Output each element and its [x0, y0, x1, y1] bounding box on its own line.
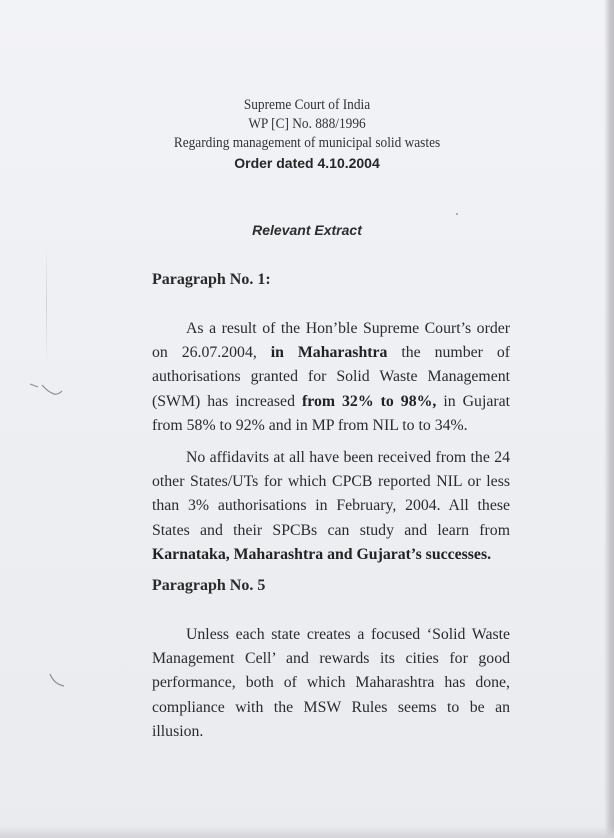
p5-text-body: Unless each state creates a focused ‘Solid Waste Management Cell’ and rewards its cities for good performance, both of which Maharashtra has done, compliance with the MSW Rules seems to be an illusion. [152, 626, 510, 740]
paragraph-1-text-1 [152, 317, 510, 438]
court-name: Supreme Court of India [243, 97, 371, 113]
paragraph-5-heading: Paragraph No. 5 [152, 577, 266, 594]
p1-text-part-e: in Gujarat from 58% to 92% and in MP from NIL to to 34%. [152, 392, 511, 434]
margin-tick-mark-2 [46, 670, 72, 690]
margin-tick-mark-1 [28, 378, 68, 396]
p1-text-bold-percent: from 32% to 98%, [301, 392, 437, 410]
scan-speck [456, 213, 458, 215]
paragraph-5-text [152, 623, 510, 744]
case-subject: Regarding management of municipal solid wastes [173, 135, 441, 151]
order-date: Order dated 4.10.2004 [234, 155, 380, 171]
p1-text2-bold-states: Karnataka, Maharashtra and Gujarat’s successes. [152, 545, 492, 563]
page-edge-shadow-bottom [0, 826, 614, 838]
p1-text-bold-maharashtra: in Maharashtra [270, 344, 388, 362]
paragraph-1-heading: Paragraph No. 1: [152, 271, 271, 288]
p1-text2-part-a: No affidavits at all have been received from the 24 other States/UTs for which CPCB reported NIL or less than 3% authorisations in February, 2004. All these States and their SPCBs can study and learn from [152, 449, 510, 539]
extract-title: Relevant Extract [252, 222, 362, 238]
document-header [0, 96, 614, 172]
page-edge-shadow-right [604, 0, 614, 838]
p1-text-part-a: As a result of the Hon’ble Supreme Court’s order on 26.07.2004, [152, 320, 510, 362]
p1-text-part-c: the number of authorisations granted for Solid Waste Management (SWM) has increased [152, 344, 510, 410]
scan-fold-line [46, 244, 47, 364]
paragraph-1-text-2 [152, 446, 510, 567]
case-number: WP [C] No. 888/1996 [248, 116, 366, 132]
